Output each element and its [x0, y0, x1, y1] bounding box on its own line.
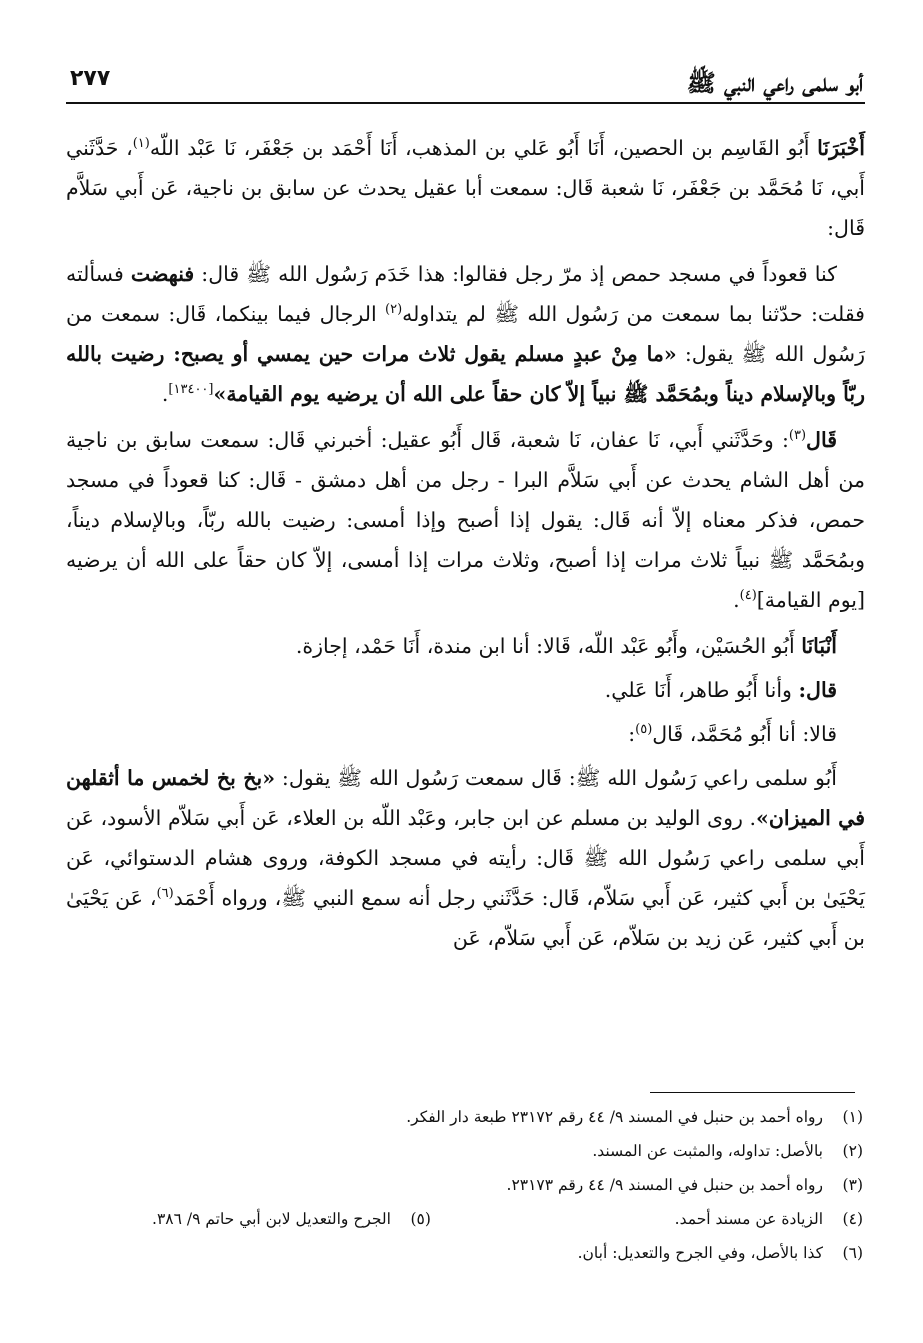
lead-word: قَال — [806, 428, 837, 452]
lead-word: قال: — [798, 678, 837, 702]
text: وأنا أَبُو طاهر، أَنَا عَلي. — [604, 678, 799, 702]
text: كنا قعوداً في مسجد حمص إذ مرّ رجل فقالوا: هذا خَدَم رَسُول الله ﷺ قال: — [194, 262, 837, 286]
paragraph-isnad-3 — [66, 626, 865, 666]
lead-word: أَنْبَانَا — [801, 634, 837, 658]
footnote-ref-2[interactable]: (٢) — [385, 302, 403, 318]
text: فسألته فقلت: حدّثنا بما سمعت من رَسُول الله ﷺ لم يتداوله — [66, 262, 865, 326]
paragraph-isnad-4 — [66, 670, 865, 710]
footnote-number: (٥) — [410, 1210, 431, 1228]
text: ، حَدَّثَني أَبي، نَا مُحَمَّد بن جَعْفَر، نَا شعبة قَال: سمعت أبا عقيل يحدث عن سابق بن ناجية، عَن أَبي سَلاَّم قَال: — [66, 136, 865, 240]
page-header — [66, 62, 865, 104]
text: : وحَدَّثَني أَبي، نَا عفان، نَا شعبة، قَال أَبُو عقيل: أخبرني قَال: سمعت سابق بن ناجية من أهل الشام يحدث عن أَبي سَلاَّم البرا - رجل من أهل دمشق - قَال: كنا قعوداً في مسجد حمص، فذكر معناه إلاّ أنه قَال: يقول إذا أصبح وإذا أمسى: رضيت بالله ربّاً، وبالإسلام ديناً، وبمُحَمَّد ﷺ نبياً ثلاث مرات إذا أصبح، وثلاث مرات إذا أمسى، إلاّ كان حقاً على الله أن يرضيه [يوم القيامة] — [66, 428, 865, 612]
footnote-ref-1[interactable]: (١) — [132, 136, 150, 152]
footnote-ref-5[interactable]: (٥) — [635, 722, 653, 738]
text: أَبُو سلمى راعي رَسُول الله ﷺ: قَال سمعت رَسُول الله ﷺ يقول: — [275, 766, 837, 790]
footnotes — [66, 1100, 863, 1270]
text: . — [733, 588, 740, 612]
bold-phrase: فنهضت — [130, 262, 195, 286]
footnote-number: (٤) — [842, 1210, 863, 1228]
text: أَبُو الحُسَيْن، وأَبُو عَبْد اللّه، قَالا: أنا ابن مندة، أَنَا حَمْد، إجازة. — [295, 634, 802, 658]
footnote-divider — [650, 1092, 855, 1093]
footnote-item — [66, 1134, 863, 1168]
paragraph-matn-1 — [66, 254, 865, 414]
footnote-number: (٢) — [842, 1142, 863, 1160]
main-text — [66, 128, 865, 964]
text: قالا: أنا أَبُو مُحَمَّد، قَال — [652, 722, 837, 746]
footnote-text: كذا بالأصل، وفي الجرح والتعديل: أبان. — [577, 1244, 823, 1262]
text: الرجال فيما بينكما، قَال: سمعت من رَسُول الله ﷺ يقول: — [66, 302, 865, 366]
footnote-text: بالأصل: تداوله، والمثبت عن المسند. — [592, 1142, 823, 1160]
footnote-item-secondary — [152, 1202, 431, 1236]
paragraph-isnad-1 — [66, 128, 865, 248]
footnote-text: الجرح والتعديل لابن أبي حاتم ٩/ ٣٨٦. — [152, 1210, 391, 1228]
footnote-text: رواه أحمد بن حنبل في المسند ٩/ ٤٤ رقم ٢٣١٧٢ طبعة دار الفكر. — [406, 1108, 823, 1126]
text: : — [628, 722, 636, 746]
lead-word: أَخْبَرَنَا — [817, 136, 865, 160]
paragraph-isnad-2 — [66, 420, 865, 620]
text: . روى الوليد بن مسلم عن ابن جابر، وعَبْد اللّه بن العلاء، عَن أَبي سَلاّم الأسود، عَن أَبي سلمى راعي رَسُول الله ﷺ قَال: رأيته في مسجد الكوفة، وروى هشام الدستوائي، عَن يَحْيَىٰ بن أَبي كثير، عَن أَبي سَلاّم، قَال: حَدَّثَني رجل أنه سمع النبي ﷺ، ورواه أَحْمَد — [66, 806, 865, 910]
text: أَبُو القَاسِم بن الحصين، أَنَا أَبُو عَلي بن المذهب، أَنَا أَحْمَد بن جَعْفَر، نَا عَبْد اللّه — [149, 136, 818, 160]
footnote-ref-4[interactable]: (٤) — [739, 588, 757, 604]
footnote-item — [66, 1100, 863, 1134]
footnote-item — [66, 1168, 863, 1202]
footnote-number: (٦) — [842, 1244, 863, 1262]
footnote-item — [66, 1202, 863, 1236]
paragraph-biography — [66, 758, 865, 958]
footnote-ref-6[interactable]: (٦) — [156, 886, 174, 902]
footnote-item — [66, 1236, 863, 1270]
footnote-number: (١) — [842, 1108, 863, 1126]
paragraph-isnad-5 — [66, 714, 865, 754]
footnote-number: (٣) — [842, 1176, 863, 1194]
footnote-text: رواه أحمد بن حنبل في المسند ٩/ ٤٤ رقم ٢٣١٧٣. — [506, 1176, 823, 1194]
hadith-text: «ما مِنْ عبدٍ مسلم يقول ثلاث مرات حين يمسي أو يصبح: رضيت بالله ربّاً وبالإسلام ديناً وبمُحَمَّد ﷺ نبياً إلاّ كان حقاً على الله أن يرضيه يوم القيامة» — [66, 342, 865, 406]
text: ، عَن يَحْيَىٰ بن أَبي كثير، عَن زيد بن سَلاّم، عَن أَبي سَلاّم، عَن — [66, 886, 865, 950]
page-number: ٢٧٧ — [70, 66, 111, 91]
hadith-text: «بخ بخ لخمس ما أثقلهن في الميزان» — [66, 766, 865, 830]
text: . — [161, 382, 169, 406]
footnote-ref-3[interactable]: (٣) — [788, 428, 807, 444]
footnote-text: الزيادة عن مسند أحمد. — [674, 1210, 823, 1228]
hadith-number: [١٣٤٠٠] — [168, 382, 214, 398]
running-title: أبو سلمى راعي النبي ﷺ — [686, 68, 863, 97]
